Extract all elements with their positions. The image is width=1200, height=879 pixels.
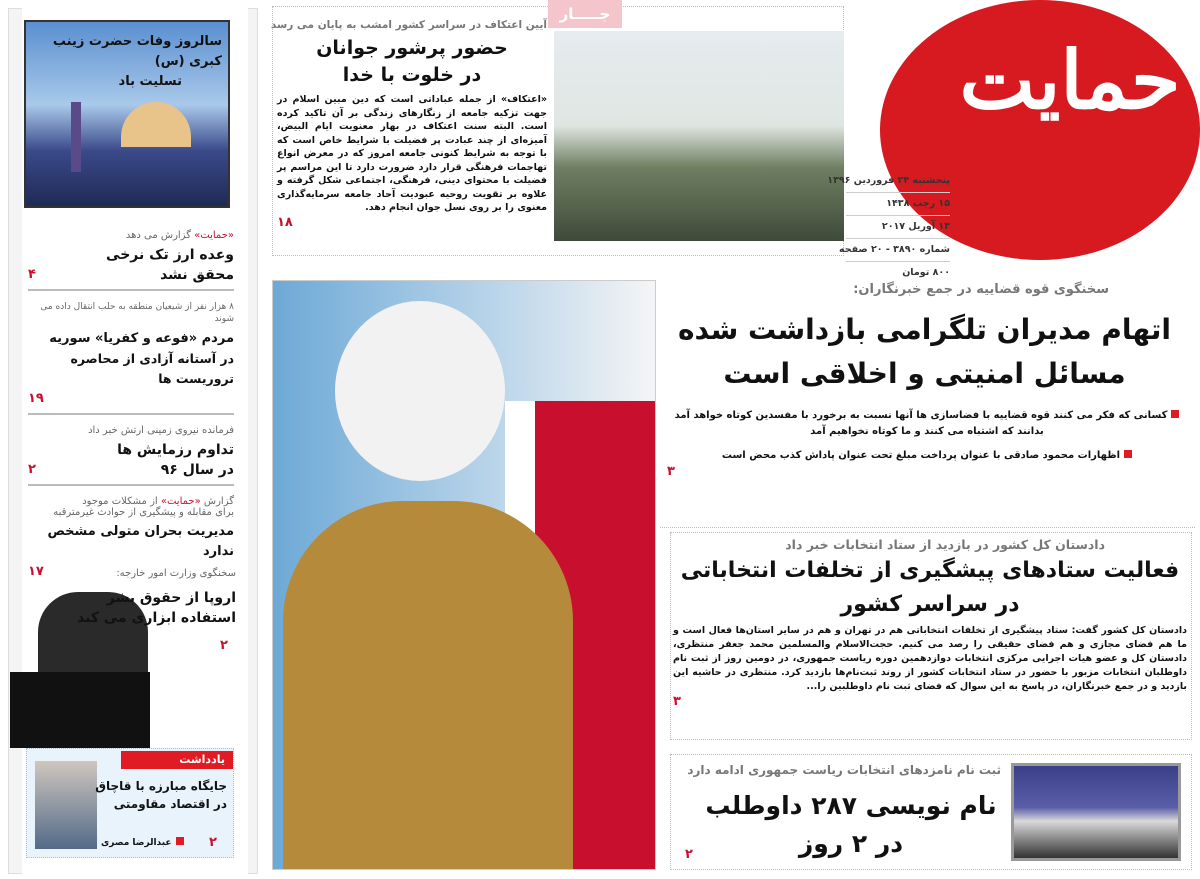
- kicker: فرمانده نیروی زمینی ارتش خبر داد: [88, 425, 234, 436]
- page-number: ۴: [28, 267, 36, 282]
- kicker: دادستان کل کشور در بازدید از ستاد انتخابات خبر داد: [785, 537, 1105, 552]
- banner-line2: تسلیت باد: [118, 74, 182, 89]
- foreign-minister-story[interactable]: [10, 562, 240, 748]
- kicker: سخنگوی وزارت امور خارجه:: [116, 568, 236, 579]
- dome-image: [121, 102, 191, 147]
- brand-tag: «حمایت»: [194, 230, 234, 241]
- headline: در اقتصاد مقاومتی: [113, 797, 227, 811]
- watermark-tag: جـــــار: [548, 0, 622, 28]
- lead-story[interactable]: [660, 270, 1195, 528]
- headline: محقق نشد: [160, 267, 234, 283]
- page-number: ۱۸: [277, 214, 293, 230]
- kicker: گزارش می دهد: [125, 230, 195, 241]
- headline: نام نویسی ۲۸۷ داوطلب: [705, 791, 997, 820]
- date-gregorian: ۱۳ آوریل ۲۰۱۷: [846, 216, 950, 239]
- author-photo: [35, 761, 97, 849]
- headline: در آستانه آزادی از محاصره تروریست ها: [70, 351, 234, 386]
- sidebar-item[interactable]: [28, 226, 234, 291]
- podium-image: [10, 672, 150, 748]
- page-number: ۱۹: [28, 391, 44, 406]
- bullet-point: بدانند که اشتباه می کنند و ما کوتاه نخواهیم آمد: [810, 426, 1044, 437]
- headline: در خلوت با خدا: [342, 64, 482, 86]
- headline: جایگاه مبارزه با قاچاق: [95, 779, 227, 793]
- headline: مدیریت بحران متولی مشخص ندارد: [47, 524, 234, 559]
- page-number: ۳: [673, 694, 681, 709]
- sidebar-banner[interactable]: [24, 20, 230, 208]
- kicker: از مشکلات موجود: [82, 496, 161, 507]
- mosque-photo: [554, 31, 844, 241]
- kicker: برای مقابله و پیشگیری از حوادث غیرمترقبه: [53, 507, 234, 518]
- registration-photo: [1011, 763, 1181, 861]
- price: ۸۰۰ تومان: [902, 267, 950, 278]
- bullet-point: اظهارات محمود صادقی با عنوان پرداخت مبلغ تحت عنوان پاداش کذب محض است: [667, 448, 1187, 464]
- headline: تداوم رزمایش ها: [117, 442, 234, 458]
- brand-tag: «حمایت»: [160, 496, 201, 507]
- minaret-image: [71, 102, 81, 172]
- bullet-point: کسانی که فکر می کنند قوه قضاییه با فضاسازی ها آنها نسبت به برخورد با مفسدین کوتاه خواهد آمد: [667, 408, 1187, 424]
- top-story[interactable]: [272, 6, 844, 256]
- kicker: سخنگوی قوه قضاییه در جمع خبرنگاران:: [853, 282, 1109, 297]
- kicker: آیین اعتکاف در سراسر کشور امشب به پایان می رسد: [270, 19, 547, 31]
- headline: فعالیت ستادهای پیشگیری از تخلفات انتخاباتی: [680, 558, 1180, 583]
- kicker: ۸ هزار نفر از شیعیان منطقه به حلب انتقال داده می شوند: [40, 302, 234, 324]
- cleric-image: [283, 501, 573, 870]
- main-headline: اتهام مدیران تلگرامی بازداشت شده: [678, 313, 1171, 346]
- sidebar-item[interactable]: [28, 421, 234, 486]
- opinion-label: یادداشت: [121, 751, 233, 769]
- article-body: «اعتکاف» از جمله عباداتی است که دین مبین اسلام در جهت تزکیه جامعه از زنگارهای زندگی بر آن تاکید کرده است. البته سنت اعتکاف در بهار معنویت ایام البیض، آمیزه‌ای از چند عبادت پر فضیلت با شرایط خاص است که با توجه به شرایط کنونی جامعه امروز که در معرض انواع تهاجمات فرهنگی قرار دارد ضرورت دارد تا این مراسم پر فضیلت با محتوای دینی، فرهنگی، اجتماعی شکل گرفته و علاوه بر تقویت روحیه عبودیت آحاد جامعه سرمایه‌گذاری معنوی را بر روی نسل جوان انجام دهد.: [277, 94, 547, 213]
- sidebar-news-list: [28, 226, 234, 592]
- page-number: ۲: [685, 847, 693, 862]
- logo-text: حمایت: [959, 33, 1181, 127]
- second-story[interactable]: [670, 532, 1192, 740]
- headline: مردم «فوعه و کفریا» سوریه: [49, 331, 234, 346]
- opinion-box[interactable]: [26, 748, 234, 858]
- headline: حضور پرشور جوانان: [316, 37, 508, 59]
- main-headline: مسائل امنیتی و اخلاقی است: [723, 357, 1126, 390]
- page-number: ۳: [667, 464, 675, 479]
- banner-line1: سالروز وفات حضرت زینب کبری (س): [52, 34, 222, 69]
- date-hijri: ۱۵ رجب ۱۴۳۸: [846, 193, 950, 216]
- headline: در سال ۹۶: [160, 462, 234, 478]
- date-persian: پنجشنبه ۲۴ فروردین ۱۳۹۶: [846, 170, 950, 193]
- headline: وعده ارز تک نرخی: [106, 247, 234, 263]
- headline: اروپا از حقوق بشر: [106, 590, 236, 606]
- issue-number: شماره ۳۸۹۰ - ۲۰ صفحه: [846, 239, 950, 262]
- headline: در سراسر کشور: [840, 592, 1020, 617]
- headline: در ۲ روز: [798, 829, 904, 858]
- page-number: ۲: [28, 462, 36, 477]
- page-number: ۲: [209, 835, 217, 850]
- sidebar-item[interactable]: [28, 297, 234, 415]
- third-story[interactable]: [670, 754, 1192, 870]
- masthead-info: [827, 170, 950, 284]
- turban-image: [335, 301, 505, 481]
- article-body: دادستان کل کشور گفت: ستاد پیشگیری از تخلفات انتخاباتی هم در تهران و هم در سایر استان‌ها فعال است و ما هم فضای مجازی و هم فضای حقیقی را رصد می کنیم. حجت‌الاسلام والمسلمین محمد جعفر منتظری، دادستان کل و عضو هیات اجرایی مرکزی انتخابات دوازدهمین دوره ریاست جمهوری، در دومین روز از ثبت نام داوطلبان انتخابات مزبور با حضور در ستاد انتخابات کشور از روند ثبت‌نام‌ها بازدید کرد. منتظری در حاشیه این بازدید و در جمع خبرنگاران، در پاسخ به این سوال که فضای ثبت نام داوطلبین را...: [673, 625, 1187, 692]
- kicker: ثبت نام نامزدهای انتخابات ریاست جمهوری ادامه دارد: [687, 763, 1001, 777]
- main-photo: [272, 280, 656, 870]
- author-name: عبدالرضا مصری: [101, 837, 184, 848]
- page-number: ۲: [220, 638, 228, 653]
- headline: استفاده ابزاری می کند: [77, 610, 236, 626]
- page-number: ۱۷: [28, 564, 44, 579]
- kicker: گزارش: [200, 496, 234, 507]
